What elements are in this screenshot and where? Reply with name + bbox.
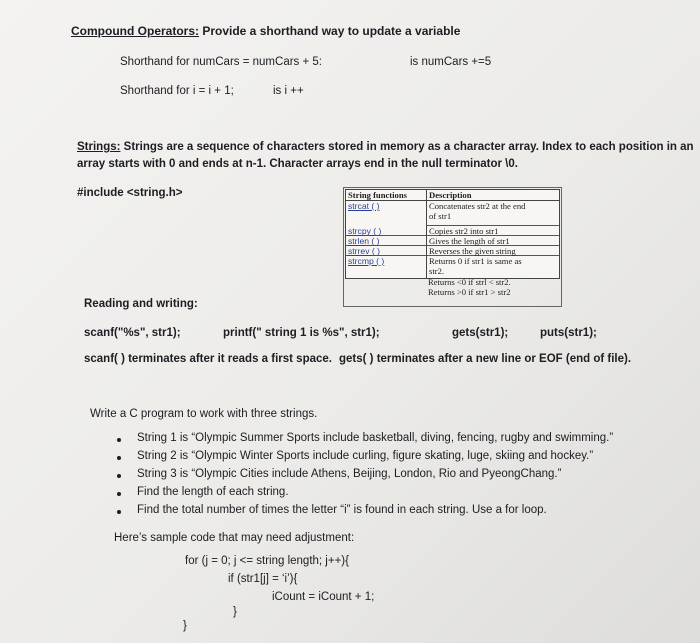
- header-description: Description: [427, 190, 559, 201]
- table-row: [346, 201, 426, 211]
- fn-strrev: strrev ( ): [348, 246, 380, 256]
- compound-heading-rest: Provide a shorthand way to update a variable: [199, 24, 461, 38]
- desc-strcat-2: of str1: [427, 211, 559, 226]
- table-row: [346, 226, 426, 236]
- desc-strcmp-greater: Returns >0 if str1 > str2: [428, 287, 511, 297]
- fn-strcmp: strcmp ( ): [348, 256, 385, 266]
- code-line-1: for (j = 0; j <= string length; j++){: [185, 555, 349, 567]
- task-bullet-1: String 1 is “Olympic Summer Sports include basketball, diving, fencing, rugby and swimming.”: [137, 432, 614, 444]
- compound-heading: Compound Operators:: [71, 24, 199, 38]
- io-gets: gets(str1);: [452, 327, 509, 339]
- io-heading: Reading and writing:: [84, 298, 198, 310]
- desc-strcmp-1: Returns 0 if str1 is same as: [429, 256, 522, 266]
- table-row: [346, 236, 426, 246]
- desc-strcmp-2: str2.: [429, 266, 445, 276]
- table-row: [346, 256, 426, 265]
- compound-heading-line: [71, 24, 460, 38]
- string-functions-table: [345, 189, 560, 279]
- strings-line1-rest: Strings are a sequence of characters stored in memory as a character array. Index to each position in an: [120, 141, 694, 153]
- task-bullet-4: Find the length of each string.: [137, 486, 289, 498]
- task-bullet-3: String 3 is “Olympic Cities include Athens, Beijing, London, Rio and PyeongChang.”: [137, 468, 562, 480]
- strings-heading: Strings:: [77, 141, 121, 153]
- desc-strcat-1: Concatenates str2 at the end: [429, 201, 526, 211]
- code-line-2: if (str1[j] = ‘i’){: [228, 573, 298, 585]
- fn-strcat: strcat ( ): [348, 201, 380, 211]
- header-functions: String functions: [346, 190, 426, 201]
- code-line-5: }: [183, 620, 187, 632]
- desc-strcpy: Copies str2 into str1: [427, 226, 559, 236]
- compound-line1-right: is numCars +=5: [410, 56, 492, 68]
- io-scanf: scanf("%s", str1);: [84, 327, 181, 339]
- fn-strlen: strlen ( ): [348, 236, 380, 246]
- io-printf: printf(" string 1 is %s", str1);: [223, 327, 380, 339]
- bullet-icon: [117, 510, 121, 514]
- code-line-3: iCount = iCount + 1;: [272, 591, 375, 603]
- task-intro: Write a C program to work with three strings.: [90, 408, 318, 420]
- functions-column: [346, 190, 427, 278]
- descriptions-column: [427, 190, 559, 278]
- desc-strrev: Reverses the given string: [427, 246, 559, 256]
- io-puts: puts(str1);: [540, 327, 597, 339]
- table-row: [346, 246, 426, 256]
- desc-strcmp-less: Returns <0 if strl < str2.: [428, 277, 511, 287]
- code-line-4: }: [233, 606, 237, 618]
- bullet-icon: [117, 474, 121, 478]
- fn-strcpy: strcpy ( ): [348, 226, 382, 236]
- bullet-icon: [117, 438, 121, 442]
- desc-strlen: Gives the length of str1: [427, 236, 559, 246]
- desc-strcmp-3: [428, 277, 511, 297]
- bullet-icon: [117, 456, 121, 460]
- compound-line2-right: is i ++: [273, 85, 304, 97]
- io-note-gets: gets( ) terminates after a new line or EOF (end of file).: [339, 353, 632, 365]
- io-note-scanf: scanf( ) terminates after it reads a first space.: [84, 353, 332, 365]
- sample-code-heading: Here’s sample code that may need adjustment:: [114, 532, 355, 544]
- strings-line2: array starts with 0 and ends at n-1. Character arrays end in the null terminator \0.: [77, 158, 518, 170]
- compound-line1-left: Shorthand for numCars = numCars + 5:: [120, 56, 322, 68]
- bullet-icon: [117, 492, 121, 496]
- strings-line1: [77, 141, 694, 153]
- compound-line2-left: Shorthand for i = i + 1;: [120, 85, 234, 97]
- include-directive: #include <string.h>: [77, 187, 183, 199]
- task-bullet-5: Find the total number of times the letter “i” is found in each string. Use a for loop.: [137, 504, 547, 516]
- task-bullet-2: String 2 is “Olympic Winter Sports include curling, figure skating, luge, skiing and hockey.”: [137, 450, 594, 462]
